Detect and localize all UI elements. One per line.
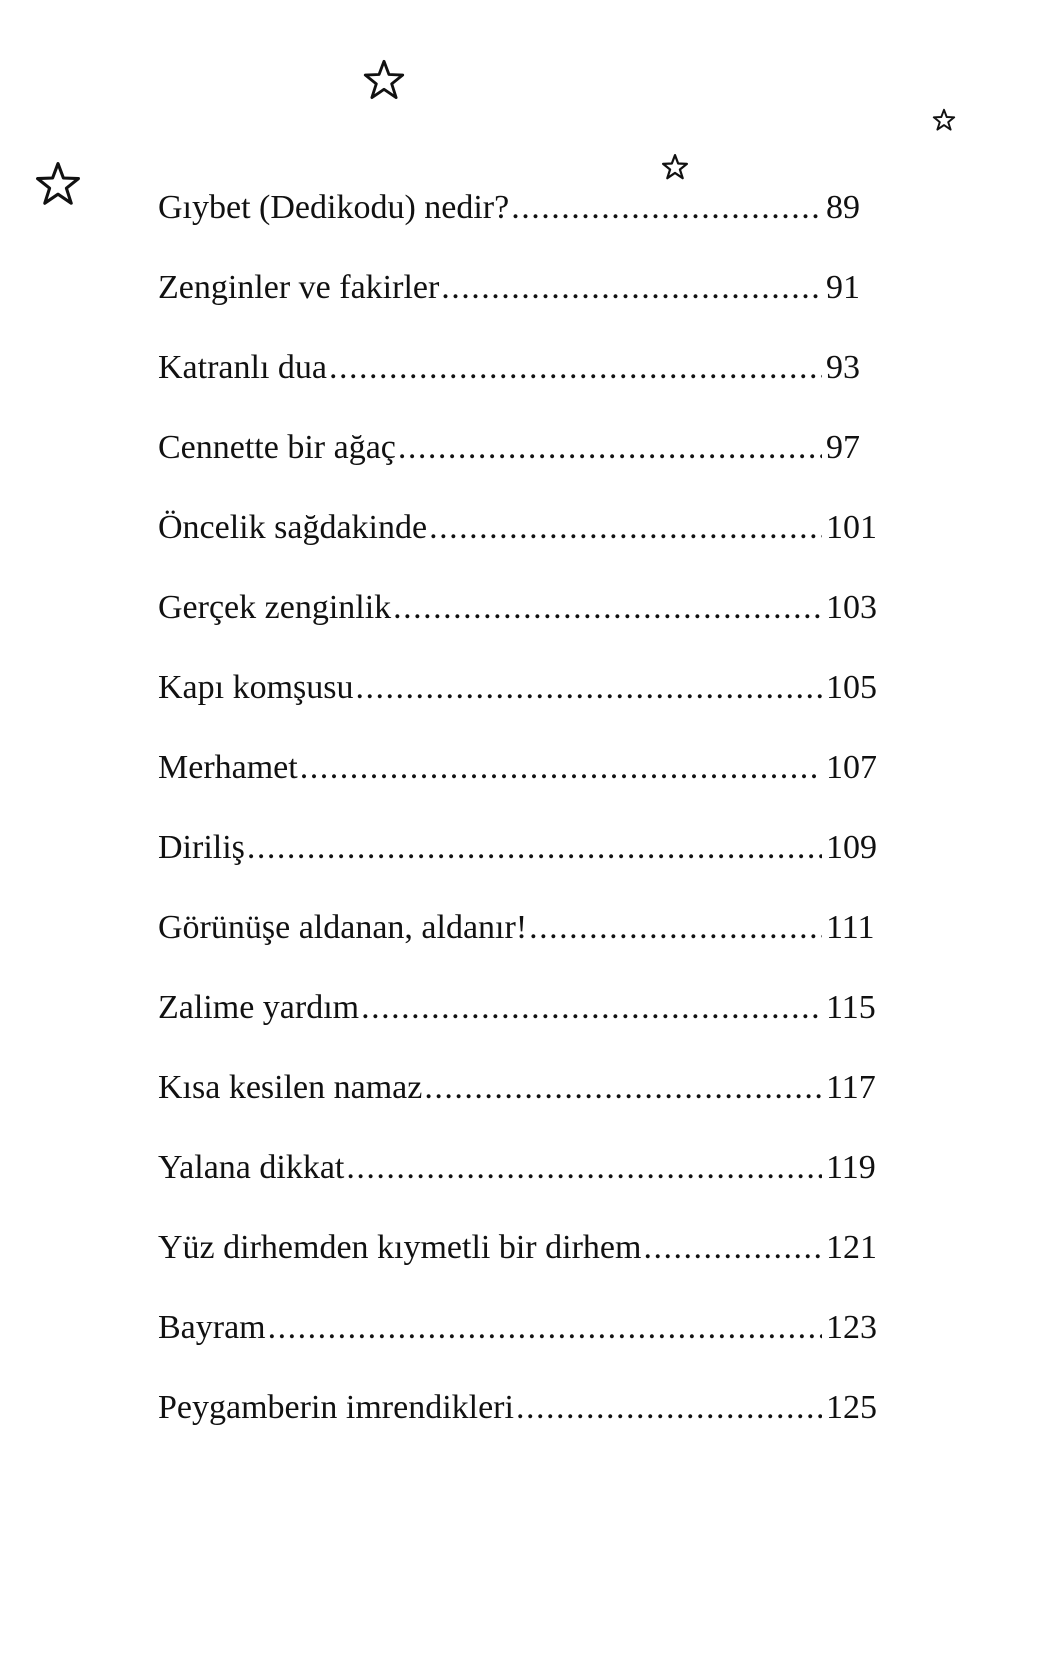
toc-entry-title: Zenginler ve fakirler xyxy=(158,269,440,306)
toc-entry[interactable] xyxy=(158,268,888,348)
dot-leader xyxy=(529,908,822,948)
dot-leader xyxy=(424,1068,822,1108)
toc-entry[interactable] xyxy=(158,988,888,1068)
dot-leader xyxy=(329,348,822,388)
toc-entry[interactable] xyxy=(158,588,888,668)
toc-entry[interactable] xyxy=(158,748,888,828)
toc-entry-page: 123 xyxy=(826,1309,877,1346)
toc-entry-title: Görünüşe aldanan, aldanır! xyxy=(158,909,528,946)
toc-entry[interactable] xyxy=(158,428,888,508)
toc-entry-page: 91 xyxy=(826,269,860,306)
star-icon xyxy=(932,108,956,132)
table-of-contents xyxy=(158,188,888,1468)
toc-entry[interactable] xyxy=(158,908,888,988)
dot-leader xyxy=(393,588,822,628)
toc-entry-page: 107 xyxy=(826,749,877,786)
dot-leader xyxy=(268,1308,822,1348)
toc-entry-page: 121 xyxy=(826,1229,877,1266)
toc-entry[interactable] xyxy=(158,1068,888,1148)
toc-entry[interactable] xyxy=(158,1228,888,1308)
dot-leader xyxy=(361,988,822,1028)
toc-entry-page: 101 xyxy=(826,509,877,546)
toc-entry-page: 109 xyxy=(826,829,877,866)
dot-leader xyxy=(356,668,823,708)
toc-entry-page: 103 xyxy=(826,589,877,626)
star-icon xyxy=(661,153,689,181)
toc-entry[interactable] xyxy=(158,348,888,428)
toc-entry-title: Yalana dikkat xyxy=(158,1149,345,1186)
toc-entry-title: Yüz dirhemden kıymetli bir dirhem xyxy=(158,1229,642,1266)
toc-entry-title: Öncelik sağdakinde xyxy=(158,509,428,546)
dot-leader xyxy=(398,428,822,468)
toc-entry-title: Merhamet xyxy=(158,749,298,786)
toc-entry-title: Diriliş xyxy=(158,829,245,866)
toc-entry-page: 125 xyxy=(826,1389,877,1426)
toc-entry[interactable] xyxy=(158,1148,888,1228)
toc-entry-title: Zalime yardım xyxy=(158,989,360,1026)
toc-entry-page: 111 xyxy=(826,909,875,946)
toc-entry-page: 105 xyxy=(826,669,877,706)
toc-entry-page: 115 xyxy=(826,989,876,1026)
toc-entry-title: Kısa kesilen namaz xyxy=(158,1069,423,1106)
dot-leader xyxy=(441,268,822,308)
toc-entry[interactable] xyxy=(158,668,888,748)
toc-entry-title: Bayram xyxy=(158,1309,266,1346)
toc-entry[interactable] xyxy=(158,1388,888,1468)
dot-leader xyxy=(516,1388,822,1428)
toc-entry-title: Katranlı dua xyxy=(158,349,327,386)
toc-entry-page: 93 xyxy=(826,349,860,386)
dot-leader xyxy=(346,1148,822,1188)
toc-entry-page: 119 xyxy=(826,1149,876,1186)
toc-entry[interactable] xyxy=(158,1308,888,1388)
toc-entry[interactable] xyxy=(158,508,888,588)
toc-entry[interactable] xyxy=(158,828,888,908)
toc-entry-title: Gerçek zenginlik xyxy=(158,589,392,626)
dot-leader xyxy=(247,828,822,868)
dot-leader xyxy=(643,1228,822,1268)
star-icon xyxy=(34,160,82,208)
toc-entry-title: Cennette bir ağaç xyxy=(158,429,396,466)
toc-entry-title: Gıybet (Dedikodu) nedir? xyxy=(158,189,510,226)
toc-entry-page: 117 xyxy=(826,1069,876,1106)
toc-entry-title: Kapı komşusu xyxy=(158,669,354,706)
toc-entry-page: 97 xyxy=(826,429,860,466)
dot-leader xyxy=(511,188,822,228)
toc-entry[interactable] xyxy=(158,188,888,268)
dot-leader xyxy=(429,508,822,548)
toc-entry-title: Peygamberin imrendikleri xyxy=(158,1389,514,1426)
star-icon xyxy=(362,58,406,102)
toc-entry-page: 89 xyxy=(826,189,860,226)
dot-leader xyxy=(300,748,822,788)
